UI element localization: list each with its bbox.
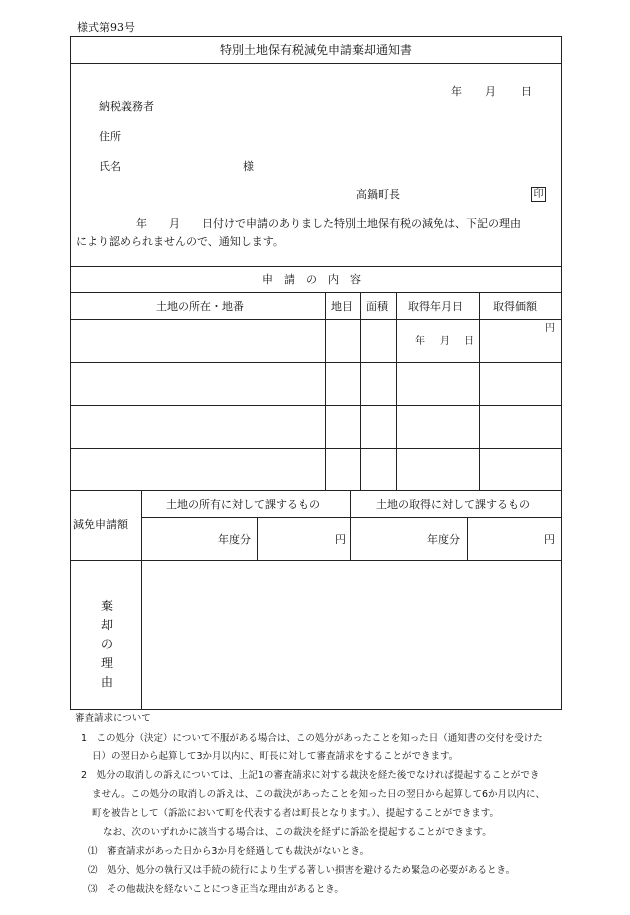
col-divider-4: [479, 292, 480, 490]
acquired-yen-unit: 円: [544, 533, 555, 546]
note-line-3: 2 処分の取消しの訴えについては、上記1の審査請求に対する裁決を経た後でなければ提起することができ: [81, 770, 540, 781]
note-line-6: なお、次のいずれかに該当する場合は、この裁決を経ずに訴訟を提起することができます。: [103, 827, 492, 838]
col-divider-2: [360, 292, 361, 490]
col-location: 土地の所在・地番: [156, 300, 244, 313]
col-acquired-date: 取得年月日: [408, 300, 463, 313]
acquired-year-unit: 年度分: [427, 533, 460, 546]
acquired-header: 土地の取得に対して課するもの: [376, 498, 530, 511]
form-frame: [70, 36, 562, 710]
application-heading: 申 請 の 内 容: [262, 273, 361, 286]
reduction-label-divider: [141, 490, 142, 710]
reduction-bottom-line: [70, 560, 562, 561]
owned-yen-unit: 円: [335, 533, 346, 546]
application-bottom-line: [70, 490, 562, 491]
owned-year-unit: 年度分: [218, 533, 251, 546]
col-acquired-price: 取得価額: [493, 300, 537, 313]
application-heading-line: [70, 292, 562, 293]
row-date-day: 日: [464, 336, 474, 347]
col-divider-1: [325, 292, 326, 490]
note-line-9: ⑶ その他裁決を経ないことにつき正当な理由があるとき。: [88, 884, 344, 895]
note-line-7: ⑴ 審査請求があった日から3か月を経過しても裁決がないとき。: [88, 846, 370, 857]
name-label: 氏名: [99, 160, 121, 173]
date-day: 日: [521, 85, 532, 98]
row-line-2: [70, 405, 562, 406]
date-year: 年: [451, 85, 462, 98]
row-date-year: 年: [415, 336, 425, 347]
note-line-1: 1 この処分（決定）について不服がある場合は、この処分があったことを知った日（通知書の交付を受けた: [81, 733, 543, 744]
col-land-type: 地目: [331, 300, 353, 313]
taxpayer-label: 納税義務者: [99, 100, 154, 113]
note-line-4: ません。この処分の取消しの訴えは、この裁決があったことを知った日の翌日から起算して6か月以内に、: [92, 789, 546, 800]
application-top-line: [70, 266, 562, 267]
row-line-1: [70, 362, 562, 363]
form-number: 様式第93号: [77, 21, 135, 34]
note-line-5: 町を被告として（訴訟において町を代表する者は町長となります。）、提起することができます。: [92, 808, 499, 819]
notes-heading: 審査請求について: [75, 713, 151, 724]
reduction-label: 減免申請額: [73, 518, 128, 531]
title-divider: [70, 63, 562, 64]
body-line-1: 年 月 日付けで申請のありました特別土地保有税の減免は、下記の理由: [136, 217, 521, 230]
date-month: 月: [485, 85, 496, 98]
reduction-mid-divider: [350, 490, 351, 560]
body-line-2: により認められませんので、通知します。: [76, 235, 284, 248]
form-title: 特別土地保有税減免申請棄却通知書: [220, 43, 413, 57]
price-unit: 円: [545, 323, 555, 334]
row-date-month: 月: [440, 336, 450, 347]
note-line-8: ⑵ 処分、処分の執行又は手続の続行により生ずる著しい損害を避けるため緊急の必要があるとき。: [88, 865, 516, 876]
col-area: 面積: [366, 300, 388, 313]
owned-header: 土地の所有に対して課するもの: [166, 498, 320, 511]
address-label: 住所: [99, 130, 121, 143]
issuer-title: 高鍋町長: [356, 188, 400, 201]
note-line-2: 日）の翌日から起算して3か月以内に、町長に対して審査請求をすることができます。: [92, 751, 459, 762]
header-row-line: [70, 319, 562, 320]
seal-mark: 印: [531, 187, 546, 202]
row-line-3: [70, 448, 562, 449]
reduction-header-line: [141, 517, 562, 518]
honorific: 様: [243, 160, 254, 173]
rejection-reason-label: 棄却の理由: [100, 599, 113, 689]
acquired-year-divider: [467, 517, 468, 560]
owned-year-divider: [257, 517, 258, 560]
col-divider-3: [396, 292, 397, 490]
